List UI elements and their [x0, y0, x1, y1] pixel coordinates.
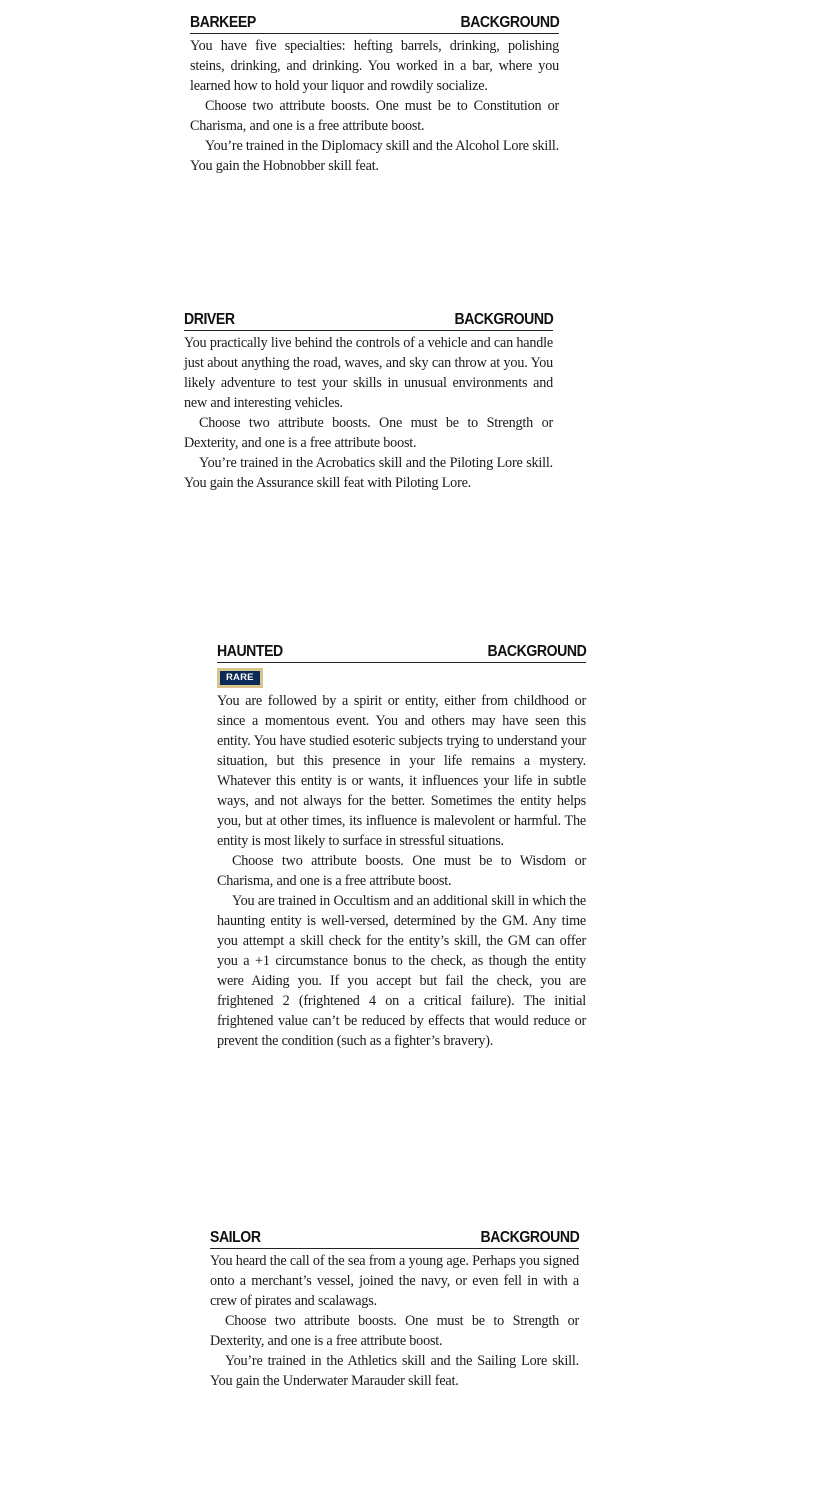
background-entry-sailor	[210, 1226, 579, 1391]
entry-attribute-boosts: Choose two attribute boosts. One must be to Wisdom or Charisma, and one is a free attribute boost.	[217, 853, 586, 889]
entry-type: BACKGROUND	[454, 311, 553, 328]
background-entry-driver	[184, 308, 553, 493]
entry-type: BACKGROUND	[460, 14, 559, 31]
entry-title: SAILOR	[210, 1229, 261, 1246]
entry-description: You are followed by a spirit or entity, either from childhood or since a momentous event. You and others may have seen this entity. You have studied esoteric subjects trying to understand your situation, but this presence in your life remains a mystery. Whatever this entity is or wants, it influences your life in subtle ways, and not always for the better. Sometimes the entity helps you, but at other times, its influence is malevolent or harmful. The entity is most likely to surface in stressful situations.	[217, 693, 586, 849]
entry-skills: You’re trained in the Athletics skill and the Sailing Lore skill. You gain the Underwater Marauder skill feat.	[210, 1353, 579, 1389]
entry-skills: You’re trained in the Diplomacy skill and the Alcohol Lore skill. You gain the Hobnobber skill feat.	[190, 138, 559, 174]
entry-type: BACKGROUND	[487, 643, 586, 660]
entry-skills: You’re trained in the Acrobatics skill and the Piloting Lore skill. You gain the Assurance skill feat with Piloting Lore.	[184, 455, 553, 491]
entry-header	[210, 1226, 579, 1249]
entry-attribute-boosts: Choose two attribute boosts. One must be to Strength or Dexterity, and one is a free attribute boost.	[184, 415, 553, 451]
entry-attribute-boosts: Choose two attribute boosts. One must be to Constitution or Charisma, and one is a free attribute boost.	[190, 98, 559, 134]
entry-header	[184, 308, 553, 331]
entry-skills: You are trained in Occultism and an additional skill in which the haunting entity is well-versed, determined by the GM. Any time you attempt a skill check for the entity’s skill, the GM can offer you a +1 circumstance bonus to the check, as though the entity were Aiding you. If you accept but fail the check, you are frightened 2 (frightened 4 on a critical failure). The initial frightened value can’t be reduced by effects that would reduce or prevent the condition (such as a fighter’s bravery).	[217, 893, 586, 1049]
entry-title: DRIVER	[184, 311, 235, 328]
background-entry-barkeep	[190, 11, 559, 176]
entry-header	[190, 11, 559, 34]
background-entry-haunted	[217, 640, 586, 1051]
trait-badge-rare: RARE	[217, 668, 263, 688]
entry-type: BACKGROUND	[480, 1229, 579, 1246]
trait-row	[217, 667, 586, 687]
entry-title: HAUNTED	[217, 643, 283, 660]
entry-description: You practically live behind the controls of a vehicle and can handle just about anything the road, waves, and sky can throw at you. You likely adventure to test your skills in unusual environments and new and interesting vehicles.	[184, 335, 553, 411]
entry-header	[217, 640, 586, 663]
entry-description: You heard the call of the sea from a young age. Perhaps you signed onto a merchant’s vessel, joined the navy, or even fell in with a crew of pirates and scalawags.	[210, 1253, 579, 1309]
entry-attribute-boosts: Choose two attribute boosts. One must be to Strength or Dexterity, and one is a free attribute boost.	[210, 1313, 579, 1349]
entry-description: You have five specialties: hefting barrels, drinking, polishing steins, drinking, and drinking. You worked in a bar, where you learned how to hold your liquor and rowdily socialize.	[190, 38, 559, 94]
entry-title: BARKEEP	[190, 14, 256, 31]
